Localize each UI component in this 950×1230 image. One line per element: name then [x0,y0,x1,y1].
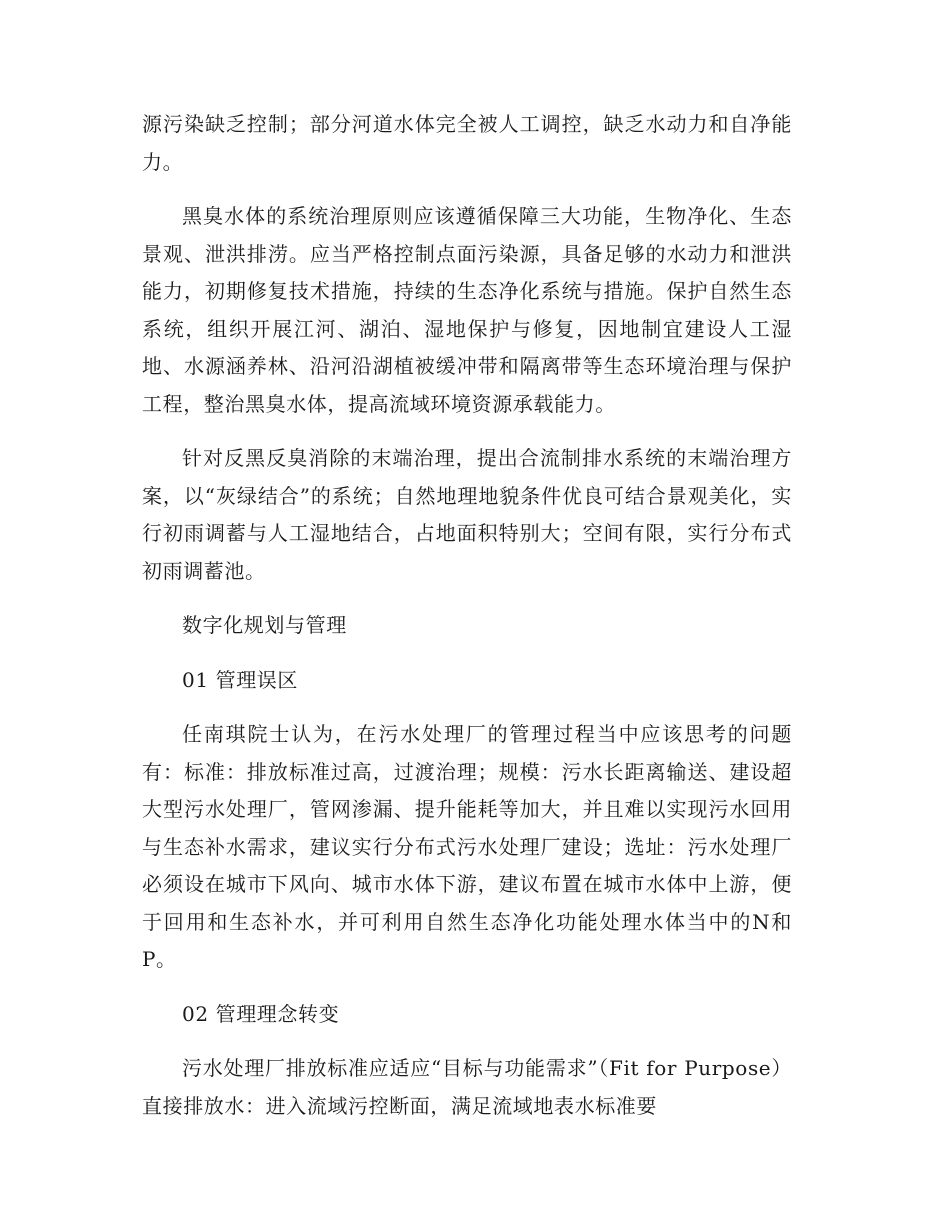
paragraph-continued: 源污染缺乏控制；部分河道水体完全被人工调控，缺乏水动力和自净能力。 [142,112,792,174]
paragraph-academician-view: 任南琪院士认为，在污水处理厂的管理过程当中应该思考的问题有：标准：排放标准过高，过渡治理；规模：污水长距离输送、建设超大型污水处理厂，管网渗漏、提升能耗等加大，并且难以实现污水回用与生态补水需求，建议实行分布式污水处理厂建设；选址：污水处理厂必须设在城市下风向、城市水体下游，建议布置在城市水体中上游，便于回用和生态补水，并可利用自然生态净化功能处理水体当中的N和P。 [142,722,792,971]
document-body [142,106,792,1142]
subheading-management-misconceptions: 01 管理误区 [182,667,299,692]
paragraph-end-treatment: 针对反黑反臭消除的末端治理，提出合流制排水系统的末端治理方案，以“灰绿结合”的系统；自然地理地貌条件优良可结合景观美化，实行初雨调蓄与人工湿地结合，占地面积特别大；空间有限，实行分布式初雨调蓄池。 [142,446,792,583]
section-heading-digital-planning: 数字化规划与管理 [182,613,347,637]
paragraph-discharge-standard: 污水处理厂排放标准应适应“目标与功能需求”（Fit for Purpose）直接排放水：进入流域污控断面，满足流域地表水标准要 [142,1056,792,1118]
paragraph-governance-principles: 黑臭水体的系统治理原则应该遵循保障三大功能，生物净化、生态景观、泄洪排涝。应当严格控制点面污染源，具备足够的水动力和泄洪能力，初期修复技术措施，持续的生态净化系统与措施。保护自然生态系统，组织开展江河、湖泊、湿地保护与修复，因地制宜建设人工湿地、水源涵养林、沿河沿湖植被缓冲带和隔离带等生态环境治理与保护工程，整治黑臭水体，提高流域环境资源承载能力。 [142,204,792,416]
subheading-management-concept-change: 02 管理理念转变 [182,1001,340,1026]
